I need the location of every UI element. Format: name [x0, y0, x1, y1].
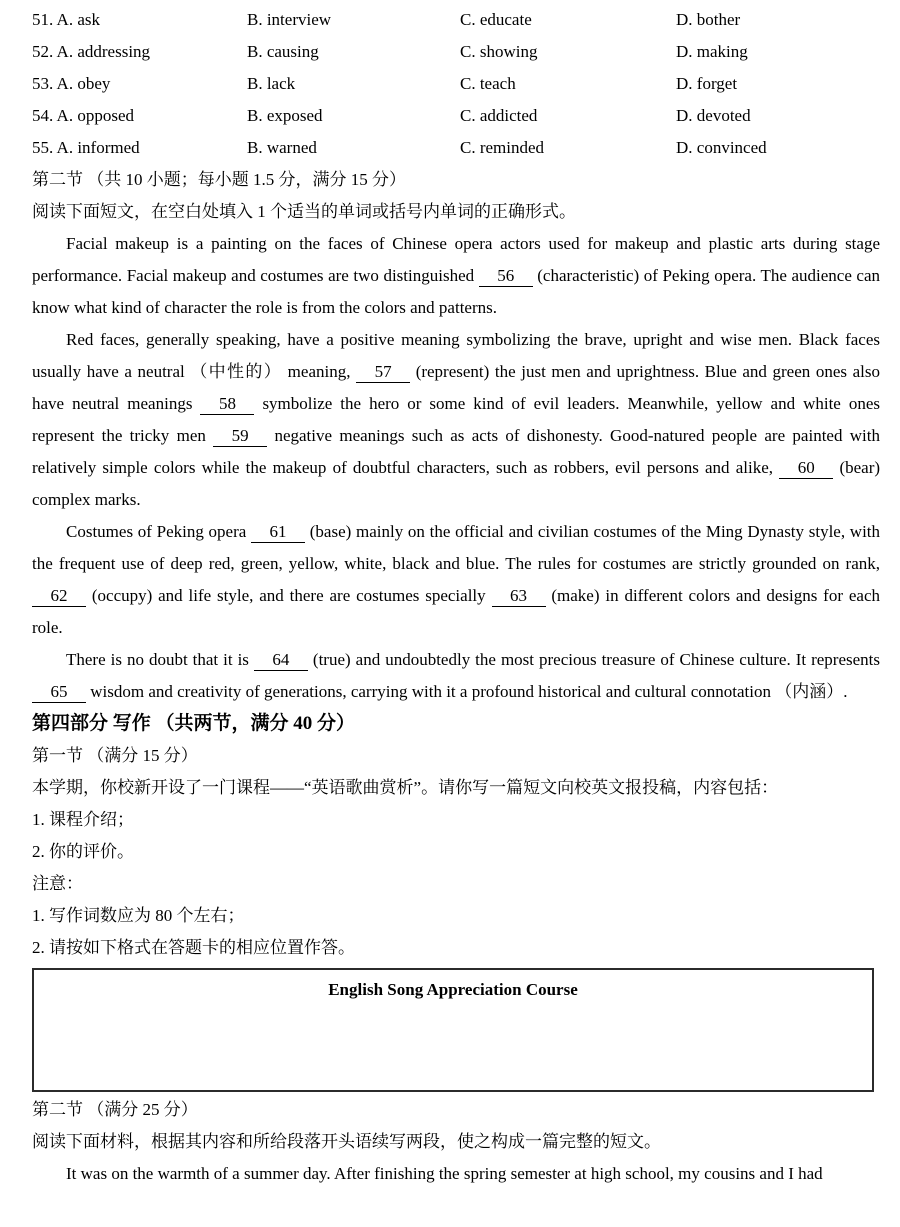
part4-section1-heading: 第一节 （满分 15 分） — [32, 746, 198, 765]
writing-prompt: 本学期，你校新开设了一门课程——“英语歌曲赏析”。请你写一篇短文向校英文报投稿，内容包括： — [32, 778, 779, 797]
option-cell-52b: B. causing — [247, 42, 319, 61]
option-cell-54a: 54. A. opposed — [32, 106, 134, 125]
option-cell-55b: B. warned — [247, 138, 317, 157]
passage-text: Facial makeup is a painting on the faces of Chinese opera actors used for makeup and plastic arts during stage performance. Facial makeup and costumes are two distinguished — [32, 234, 880, 285]
passage-text: (true) and undoubtedly the most precious treasure of Chinese culture. It represents — [312, 650, 881, 669]
continuation-opening-paragraph: It was on the warmth of a summer day. After finishing the spring semester at high school, my cousins and I had — [66, 1164, 823, 1183]
writing-point-1: 1. 课程介绍； — [32, 810, 134, 829]
option-cell-53a: 53. A. obey — [32, 74, 111, 93]
option-cell-53b: B. lack — [247, 74, 296, 93]
part4-heading: 第四部分 写作 （共两节，满分 40 分） — [32, 713, 356, 734]
option-cell-53c: C. teach — [460, 74, 516, 93]
continuation-instruction: 阅读下面材料，根据其内容和所给段落开头语续写两段，使之构成一篇完整的短文。 — [32, 1132, 661, 1151]
cloze-options-table — [32, 4, 880, 164]
passage-paragraph-2 — [32, 324, 880, 516]
blank-63: 63 — [492, 586, 546, 607]
blank-61: 61 — [251, 522, 305, 543]
section2-instruction: 阅读下面短文，在空白处填入 1 个适当的单词或括号内单词的正确形式。 — [32, 202, 576, 221]
option-cell-55d: D. convinced — [676, 138, 767, 157]
option-cell-55c: C. reminded — [460, 138, 545, 157]
part4-section2-heading: 第二节 （满分 25 分） — [32, 1100, 198, 1119]
option-cell-53d: D. forget — [676, 74, 738, 93]
passage-text: Costumes of Peking opera — [66, 522, 247, 541]
option-cell-51b: B. interview — [247, 10, 332, 29]
composition-title-box — [32, 968, 874, 1092]
blank-64: 64 — [254, 650, 308, 671]
passage-text: (bear) complex marks. — [32, 458, 881, 509]
passage-paragraph-3 — [32, 516, 880, 644]
writing-point-2: 2. 你的评价。 — [32, 842, 134, 861]
passage-text: (occupy) and life style, and there are costumes specially — [91, 586, 486, 605]
option-cell-54b: B. exposed — [247, 106, 323, 125]
option-cell-54d: D. devoted — [676, 106, 751, 125]
blank-57: 57 — [356, 362, 410, 383]
option-cell-54c: C. addicted — [460, 106, 538, 125]
option-cell-52a: 52. A. addressing — [32, 42, 151, 61]
passage-paragraph-4 — [32, 644, 880, 708]
passage-text: (represent) the just men and uprightness. Blue and green ones also have neutral meanings — [32, 362, 881, 413]
passage-text: negative meanings such as acts of dishonesty. Good-natured people are painted with relatively simple colors while the makeup of doubtful characters, such as robbers, evil persons and alike, — [32, 426, 880, 477]
composition-title: English Song Appreciation Course — [328, 980, 578, 999]
writing-note-2: 2. 请按如下格式在答题卡的相应位置作答。 — [32, 938, 355, 957]
passage-text: (base) mainly on the official and civilian costumes of the Ming Dynasty style, with the frequent use of deep red, green, yellow, white, black and blue. The rules for costumes are strictly grounded on rank, — [32, 522, 881, 573]
passage-paragraph-1 — [32, 228, 880, 324]
option-cell-51a: 51. A. ask — [32, 10, 100, 29]
option-cell-52d: D. making — [676, 42, 748, 61]
option-cell-51d: D. bother — [676, 10, 741, 29]
blank-62: 62 — [32, 586, 86, 607]
passage-text: There is no doubt that it is — [66, 650, 249, 669]
passage-text: (characteristic) of Peking opera. The audience can know what kind of character the role is from the colors and patterns. — [32, 266, 881, 317]
blank-56: 56 — [479, 266, 533, 287]
blank-58: 58 — [200, 394, 254, 415]
passage-text: symbolize the hero or some kind of evil leaders. Meanwhile, yellow and white ones represent the tricky men — [32, 394, 880, 445]
blank-59: 59 — [213, 426, 267, 447]
option-cell-55a: 55. A. informed — [32, 138, 140, 157]
option-cell-51c: C. educate — [460, 10, 532, 29]
passage-text: Red faces, generally speaking, have a positive meaning symbolizing the brave, upright and wise men. Black faces usually have a neutral （中性的） meaning, — [32, 330, 880, 381]
section2-heading: 第二节 （共 10 小题；每小题 1.5 分，满分 15 分） — [32, 170, 406, 189]
blank-60: 60 — [779, 458, 833, 479]
passage-text: (make) in different colors and designs for each role. — [32, 586, 881, 637]
option-cell-52c: C. showing — [460, 42, 538, 61]
passage-text: wisdom and creativity of generations, carrying with it a profound historical and cultural connotation （内涵）. — [90, 682, 848, 701]
notes-label: 注意： — [32, 874, 83, 893]
writing-note-1: 1. 写作词数应为 80 个左右； — [32, 906, 245, 925]
blank-65: 65 — [32, 682, 86, 703]
